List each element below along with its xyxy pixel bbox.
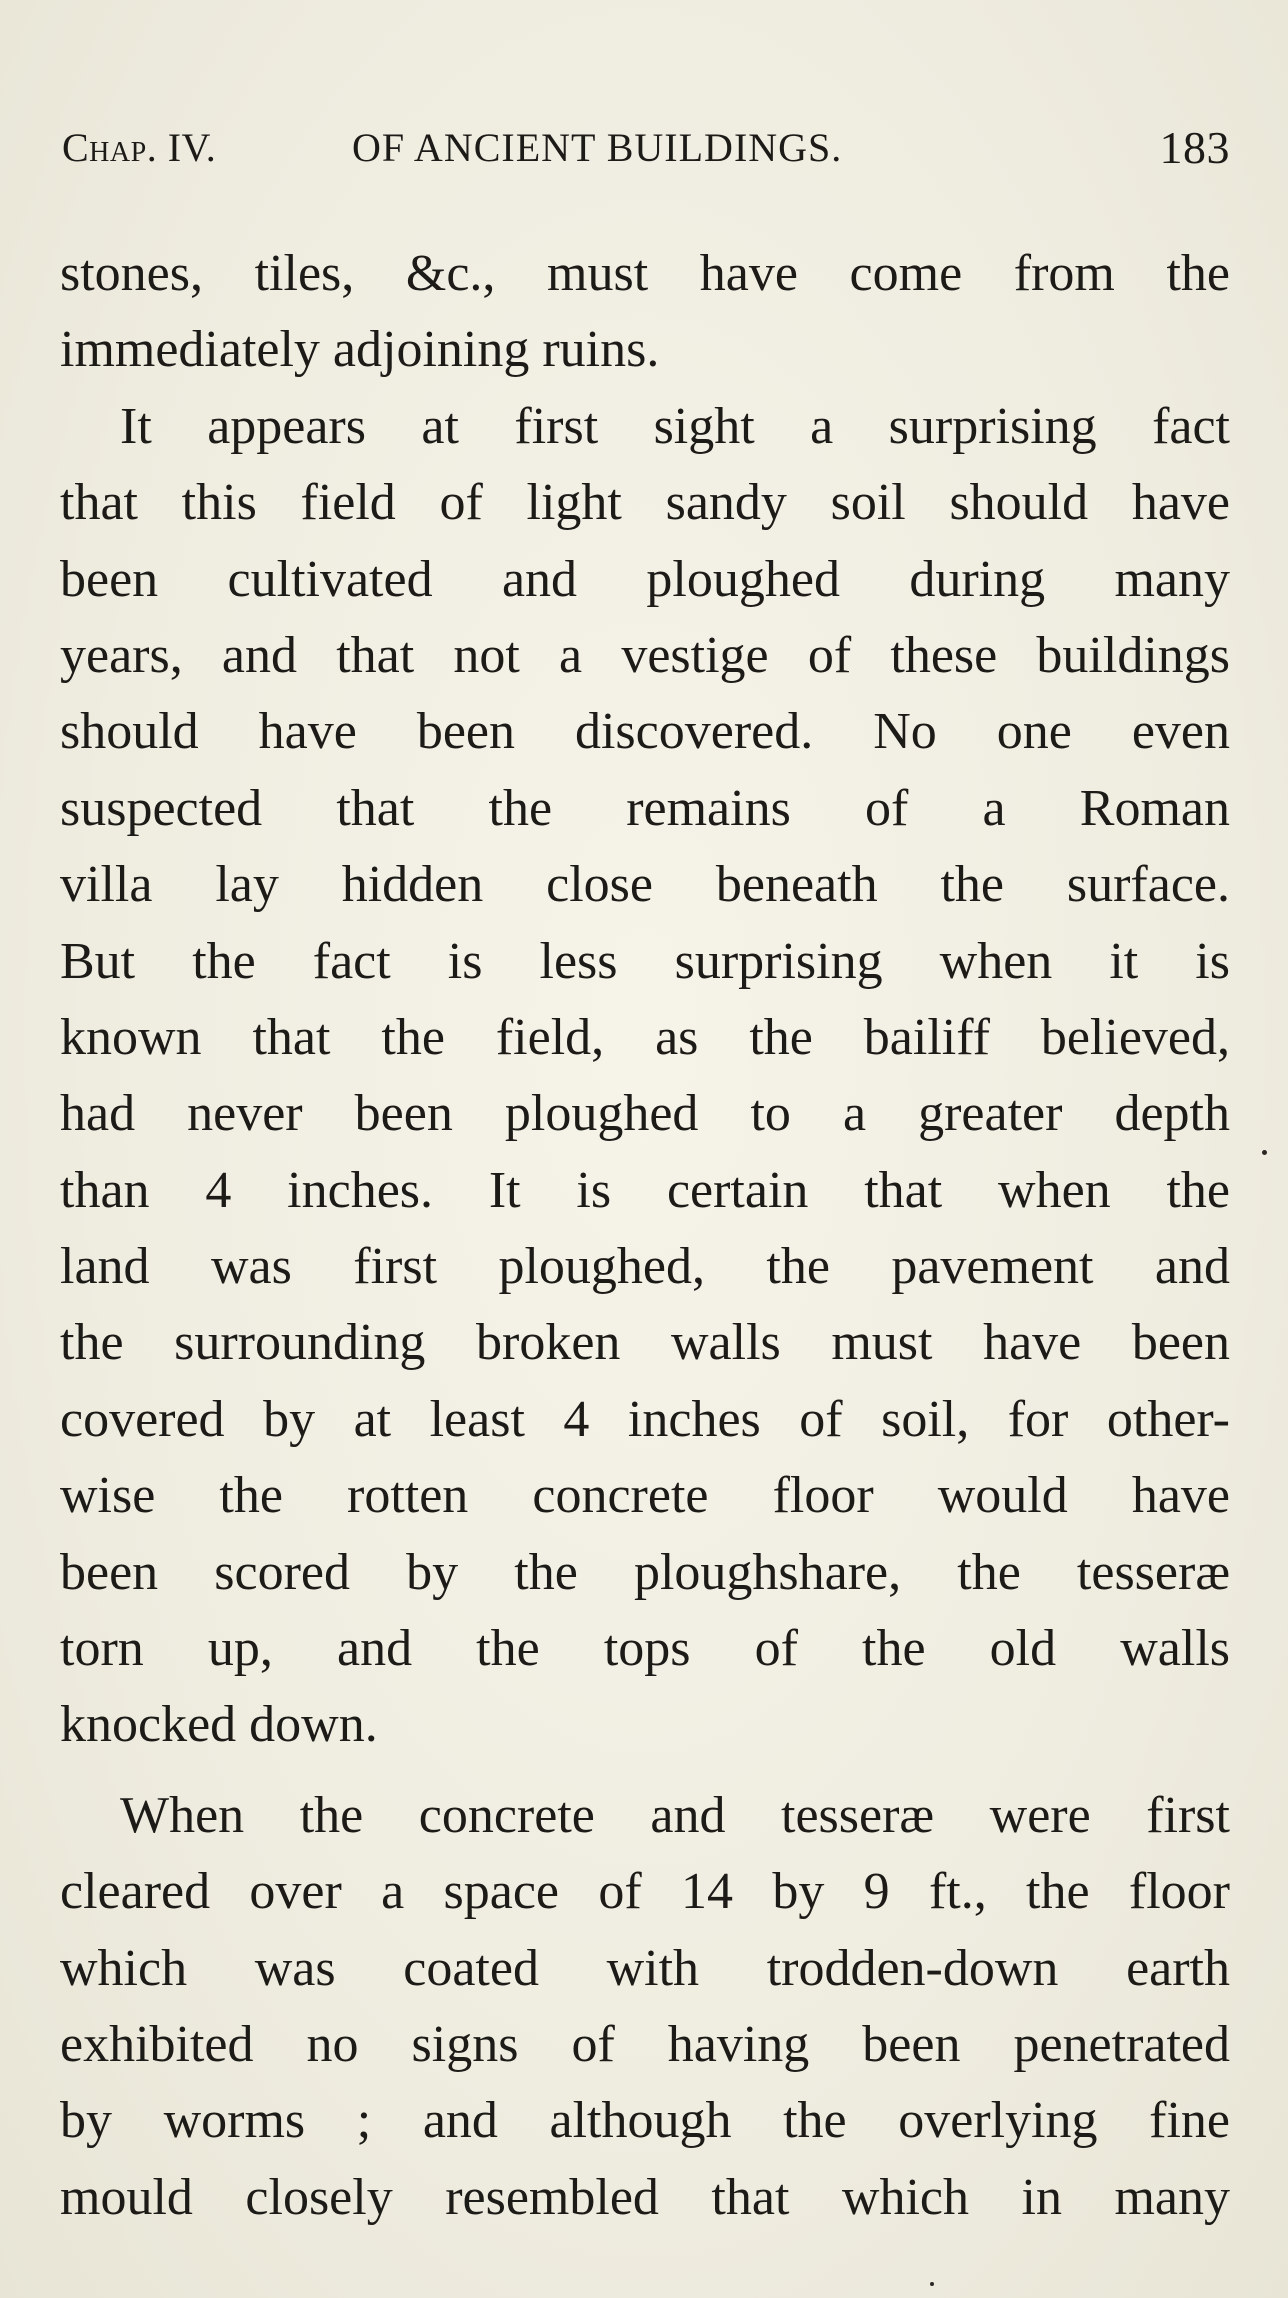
text-line: knocked down.	[60, 1696, 378, 1754]
text-line: known that the field, as the bailiff believed,	[60, 1008, 1230, 1066]
text-line: by worms ; and although the overlying fine	[60, 2092, 1230, 2150]
text-line: which was coated with trodden-down earth	[60, 1939, 1230, 1997]
page-number: 183	[1159, 122, 1230, 173]
text-line: villa lay hidden close beneath the surface.	[60, 856, 1230, 914]
text-line: than 4 inches. It is certain that when the	[60, 1161, 1230, 1219]
text-line: But the fact is less surprising when it is	[60, 932, 1230, 990]
running-head	[62, 118, 1230, 178]
chapter-title: OF ANCIENT BUILDINGS.	[352, 125, 843, 170]
text-line: When the concrete and tesseræ were first	[120, 1786, 1230, 1844]
text-line: the surrounding broken walls must have been	[60, 1314, 1230, 1372]
text-line: immediately adjoining ruins.	[60, 321, 660, 379]
text-line: torn up, and the tops of the old walls	[60, 1620, 1230, 1678]
text-line: covered by at least 4 inches of soil, for other-	[60, 1390, 1230, 1448]
text-line: It appears at first sight a surprising fact	[120, 397, 1230, 455]
text-line: suspected that the remains of a Roman	[60, 779, 1230, 837]
text-line: that this field of light sandy soil should have	[60, 474, 1230, 532]
chapter-label: Chap. IV.	[62, 125, 217, 170]
text-line: land was first ploughed, the pavement and	[60, 1238, 1230, 1296]
text-line: exhibited no signs of having been penetrated	[60, 2015, 1230, 2073]
ink-speck	[1262, 1150, 1267, 1155]
ink-speck	[930, 2282, 934, 2286]
text-line: been cultivated and ploughed during many	[60, 550, 1230, 608]
text-line: years, and that not a vestige of these buildings	[60, 626, 1230, 684]
text-line: had never been ploughed to a greater depth	[60, 1085, 1230, 1143]
text-line: mould closely resembled that which in many	[60, 2168, 1230, 2226]
text-line: wise the rotten concrete floor would have	[60, 1467, 1230, 1525]
body-text	[60, 236, 1230, 2236]
text-line: should have been discovered. No one even	[60, 703, 1230, 761]
text-line: cleared over a space of 14 by 9 ft., the floor	[60, 1863, 1230, 1921]
text-line: stones, tiles, &c., must have come from the	[60, 245, 1230, 302]
text-line: been scored by the ploughshare, the tesseræ	[60, 1543, 1230, 1601]
